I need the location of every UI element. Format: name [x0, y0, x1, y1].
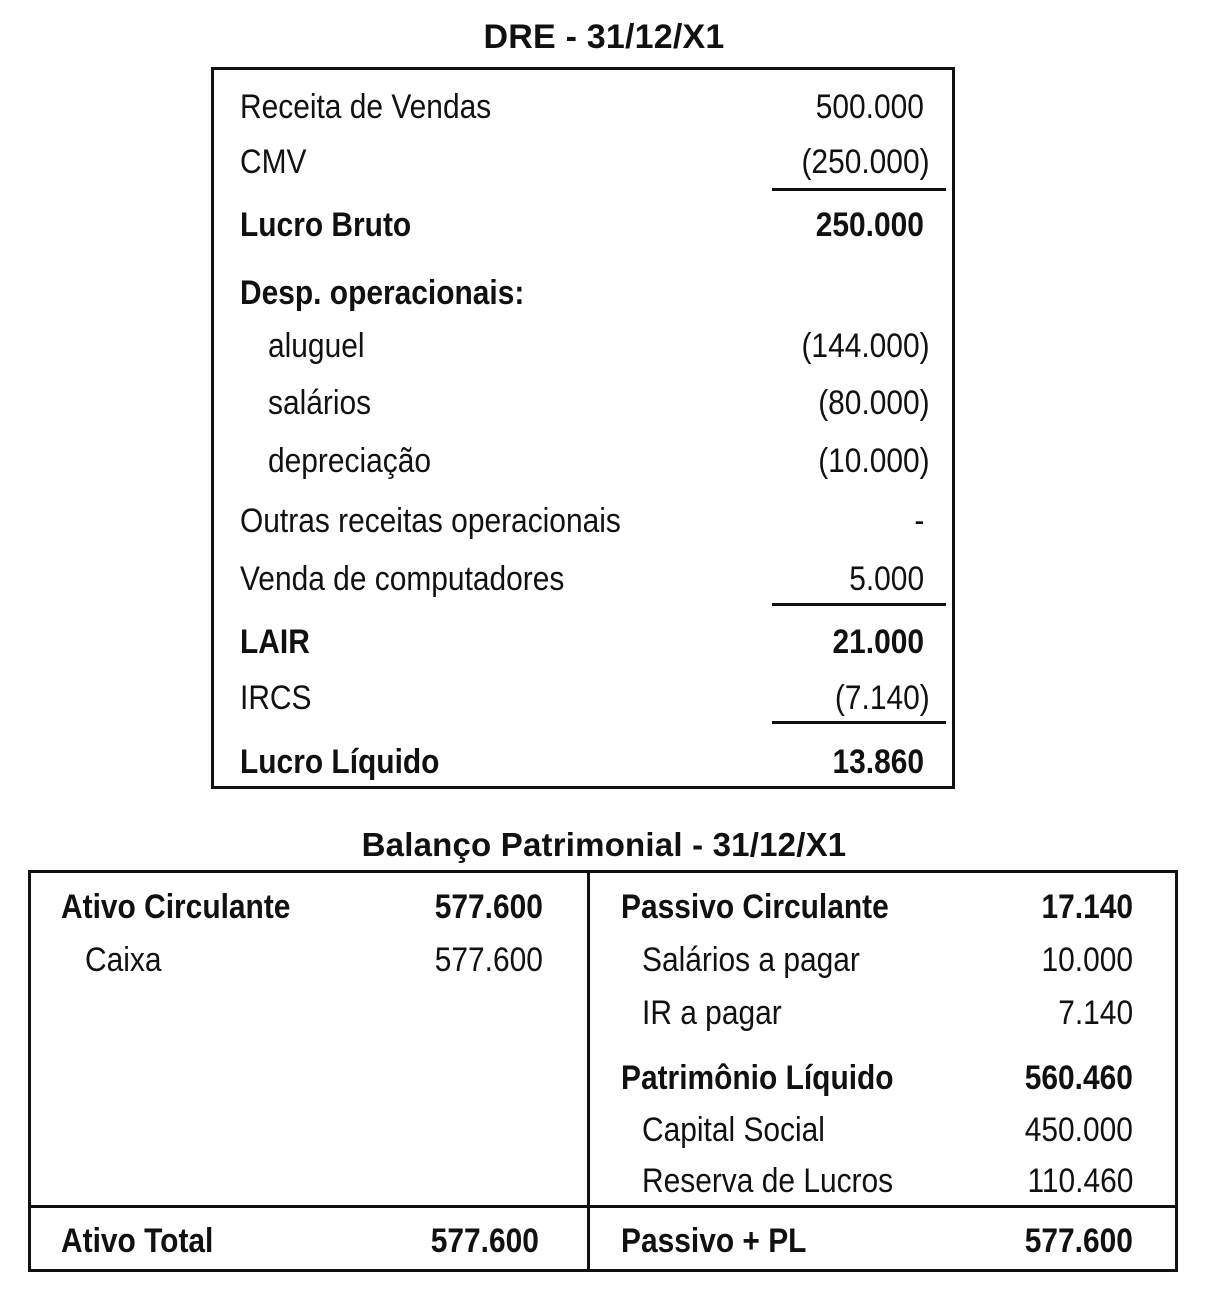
passivo-circulante-label: Passivo Circulante — [621, 888, 889, 926]
caixa-label: Caixa — [85, 941, 162, 979]
reserva-lucros-value: 110.460 — [1027, 1162, 1133, 1200]
total-divider — [31, 1205, 1175, 1208]
dre-label: CMV — [240, 143, 307, 181]
passivo-pl-total-label: Passivo + PL — [621, 1222, 807, 1260]
ativo-circulante-label: Ativo Circulante — [61, 888, 291, 926]
dre-row-venda-computadores — [214, 560, 952, 600]
dre-label: Outras receitas operacionais — [240, 502, 621, 540]
dre-row-lucro-liquido — [214, 743, 952, 783]
dre-label: Lucro Bruto — [240, 206, 412, 244]
reserva-lucros-label: Reserva de Lucros — [642, 1162, 894, 1200]
dre-value: 21.000 — [832, 623, 924, 661]
dre-label: Desp. operacionais: — [240, 274, 525, 312]
dre-label: Receita de Vendas — [240, 88, 492, 126]
dre-value: - — [914, 502, 924, 540]
dre-value: (7.140) — [835, 679, 930, 717]
dre-title: DRE - 31/12/X1 — [483, 18, 725, 56]
dre-value: 5.000 — [849, 560, 924, 598]
dre-value: 500.000 — [815, 88, 924, 126]
dre-value: (10.000) — [818, 442, 930, 480]
dre-row-cmv — [214, 143, 952, 183]
salarios-pagar-value: 10.000 — [1041, 941, 1133, 979]
dre-row-ircs — [214, 679, 952, 719]
dre-row-lair — [214, 623, 952, 663]
dre-label: Lucro Líquido — [240, 743, 440, 781]
dre-value: (144.000) — [801, 327, 930, 365]
dre-label: salários — [268, 384, 372, 422]
subtotal-rule — [772, 188, 946, 191]
dre-row-desp-operacionais — [214, 274, 952, 314]
column-divider — [587, 873, 590, 1269]
dre-row-receita — [214, 88, 952, 128]
dre-label: depreciação — [268, 442, 432, 480]
balanco-box — [28, 870, 1178, 1272]
dre-row-salarios — [214, 384, 952, 424]
dre-value: 13.860 — [832, 743, 924, 781]
capital-social-value: 450.000 — [1024, 1111, 1133, 1149]
patrimonio-liquido-label: Patrimônio Líquido — [621, 1059, 894, 1097]
dre-row-aluguel — [214, 327, 952, 367]
ir-pagar-label: IR a pagar — [642, 994, 782, 1032]
passivo-circulante-value: 17.140 — [1041, 888, 1133, 926]
patrimonio-liquido-value: 560.460 — [1024, 1059, 1133, 1097]
passivo-pl-total-value: 577.600 — [1024, 1222, 1133, 1260]
dre-row-lucro-bruto — [214, 206, 952, 246]
dre-value: 250.000 — [815, 206, 924, 244]
dre-value: (80.000) — [818, 384, 930, 422]
balanco-title: Balanço Patrimonial - 31/12/X1 — [361, 826, 847, 863]
capital-social-label: Capital Social — [642, 1111, 825, 1149]
caixa-value: 577.600 — [434, 941, 543, 979]
dre-label: Venda de computadores — [240, 560, 565, 598]
ir-pagar-value: 7.140 — [1058, 994, 1133, 1032]
dre-label: LAIR — [240, 623, 310, 661]
dre-row-outras-receitas — [214, 502, 952, 542]
dre-row-depreciacao — [214, 442, 952, 482]
dre-value: (250.000) — [801, 143, 930, 181]
salarios-pagar-label: Salários a pagar — [642, 941, 860, 979]
dre-label: aluguel — [268, 327, 365, 365]
dre-label: IRCS — [240, 679, 312, 717]
ativo-total-value: 577.600 — [430, 1222, 539, 1260]
ativo-total-label: Ativo Total — [61, 1222, 214, 1260]
subtotal-rule — [772, 721, 946, 724]
ativo-circulante-value: 577.600 — [434, 888, 543, 926]
subtotal-rule — [772, 603, 946, 606]
dre-statement-box — [211, 67, 955, 789]
